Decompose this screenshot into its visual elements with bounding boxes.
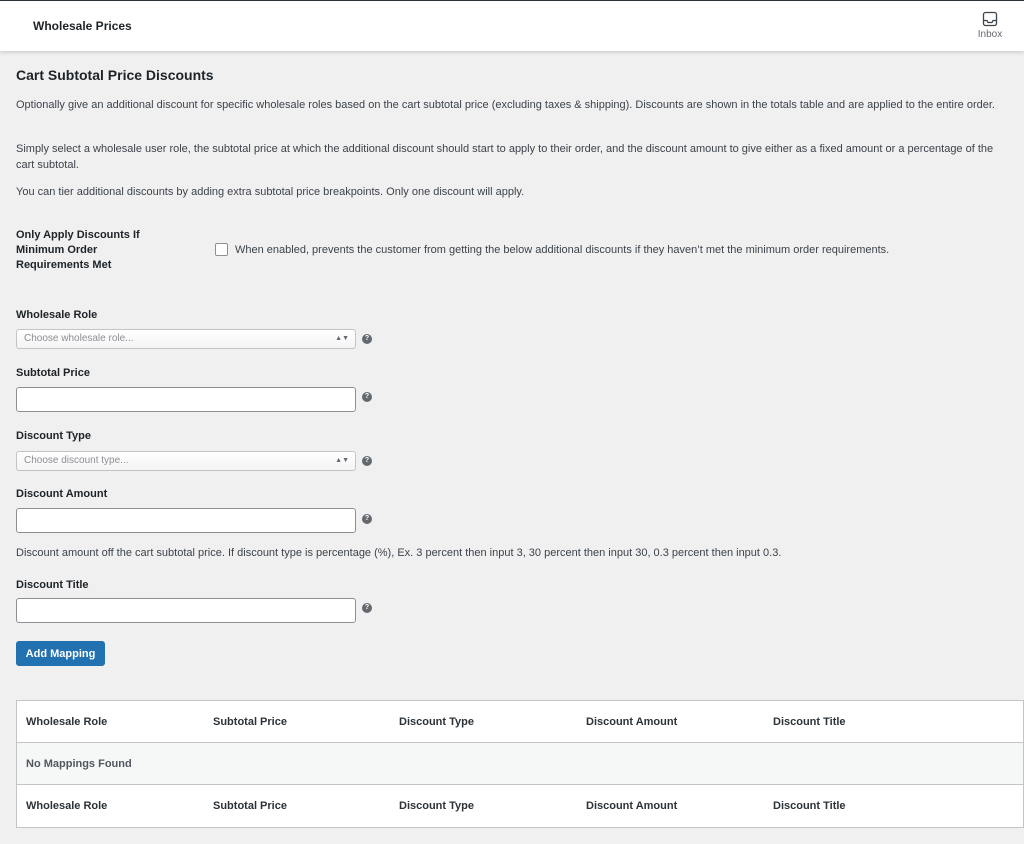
column-header: Discount Title bbox=[773, 800, 846, 812]
chevron-down-icon: ▲▼ bbox=[335, 335, 349, 342]
subtotal-price-input[interactable] bbox=[16, 387, 356, 412]
empty-message: No Mappings Found bbox=[26, 758, 132, 770]
discount-type-label: Discount Type bbox=[16, 430, 91, 442]
column-header: Discount Amount bbox=[586, 716, 678, 728]
top-bar bbox=[0, 0, 1024, 51]
discount-type-select[interactable] bbox=[16, 451, 356, 471]
discount-amount-label: Discount Amount bbox=[16, 488, 108, 500]
min-order-description: When enabled, prevents the customer from getting the below additional discounts if they haven’t met the minimum order requirements. bbox=[235, 244, 890, 256]
column-header: Subtotal Price bbox=[213, 800, 287, 812]
subtotal-price-label: Subtotal Price bbox=[16, 367, 90, 379]
column-header: Discount Amount bbox=[586, 800, 678, 812]
inbox-button[interactable] bbox=[970, 11, 1010, 40]
discount-amount-note: Discount amount off the cart subtotal price. If discount type is percentage (%), Ex. 3 percent then input 3, 30 percent then input 30, 0.3 percent then input 0.3. bbox=[16, 547, 782, 559]
table-footer-row bbox=[17, 785, 1023, 827]
table-header-row bbox=[17, 701, 1023, 743]
section-description: Optionally give an additional discount for specific wholesale roles based on the cart subtotal price (excluding taxes & shipping). Discounts are shown in the totals table and are applied to the entire order. bbox=[16, 99, 995, 111]
help-icon[interactable]: ? bbox=[362, 603, 372, 613]
add-mapping-button[interactable]: Add Mapping bbox=[16, 641, 105, 666]
mappings-table bbox=[16, 700, 1024, 828]
wholesale-role-label: Wholesale Role bbox=[16, 309, 98, 321]
wholesale-role-select[interactable] bbox=[16, 329, 356, 349]
inbox-icon bbox=[982, 11, 998, 27]
chevron-down-icon: ▲▼ bbox=[335, 457, 349, 464]
column-header: Subtotal Price bbox=[213, 716, 287, 728]
min-order-label: Only Apply Discounts If Minimum Order Requirements Met bbox=[16, 229, 140, 271]
discount-title-input[interactable] bbox=[16, 598, 356, 623]
section-tier-note: You can tier additional discounts by adding extra subtotal price breakpoints. Only one discount will apply. bbox=[16, 186, 525, 198]
help-icon[interactable]: ? bbox=[362, 514, 372, 524]
help-icon[interactable]: ? bbox=[362, 456, 372, 466]
section-instructions: Simply select a wholesale user role, the subtotal price at which the additional discount should start to apply to their order, and the discount amount to give either as a fixed amount or a percentage of the cart subtotal. bbox=[16, 143, 994, 171]
inbox-label: Inbox bbox=[977, 29, 1003, 40]
help-icon[interactable]: ? bbox=[362, 334, 372, 344]
section-title: Cart Subtotal Price Discounts bbox=[16, 67, 214, 83]
help-icon[interactable]: ? bbox=[362, 392, 372, 402]
min-order-checkbox[interactable] bbox=[215, 243, 228, 256]
column-header: Discount Title bbox=[773, 716, 846, 728]
discount-amount-input[interactable] bbox=[16, 508, 356, 533]
discount-type-placeholder: Choose discount type... bbox=[24, 455, 129, 466]
column-header: Wholesale Role bbox=[26, 716, 108, 728]
column-header: Discount Type bbox=[399, 716, 474, 728]
column-header: Discount Type bbox=[399, 800, 474, 812]
column-header: Wholesale Role bbox=[26, 800, 108, 812]
table-row bbox=[17, 743, 1023, 785]
wholesale-role-placeholder: Choose wholesale role... bbox=[24, 333, 134, 344]
discount-title-label: Discount Title bbox=[16, 579, 89, 591]
page-title: Wholesale Prices bbox=[33, 19, 132, 33]
